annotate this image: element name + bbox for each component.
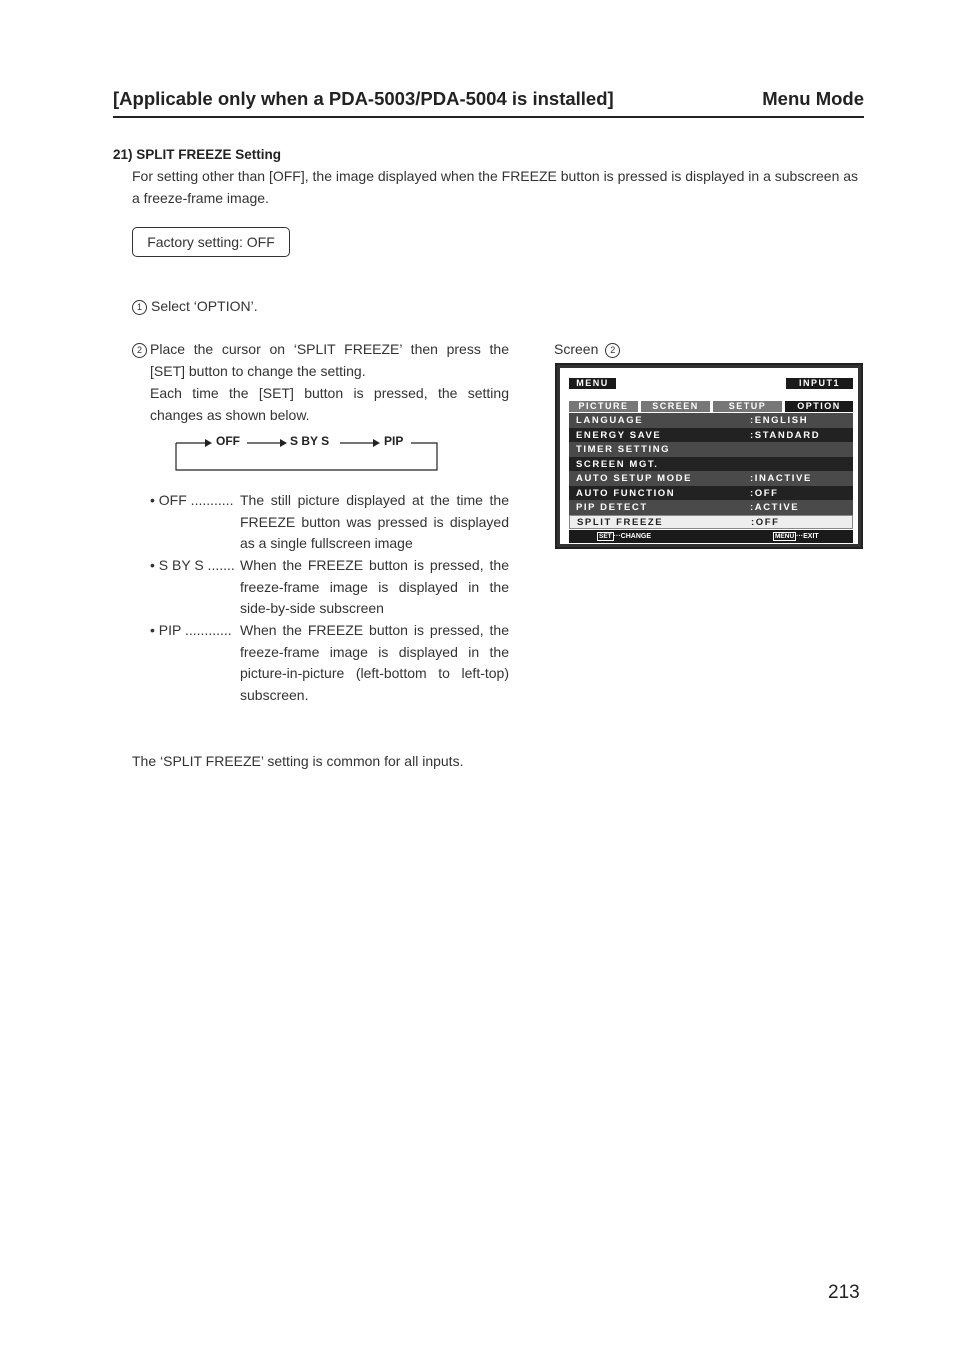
row-label: TIMER SETTING [576,444,671,455]
row-label: PIP DETECT [576,502,648,513]
osd-row-split-freeze[interactable] [569,515,853,530]
row-value: :ENGLISH [750,415,809,426]
row-value: :ACTIVE [750,502,800,513]
step-1 [132,295,258,317]
set-key: SET [599,533,612,540]
bullet-key: • S BY S ....... [150,557,235,573]
bullet-value: When the FREEZE button is pressed, the freeze-frame image is displayed in the side-by-side subscreen [240,557,509,617]
step-number: 1 [132,300,147,315]
header-section: Menu Mode [762,88,864,109]
osd-row-pip-detect[interactable] [569,500,853,515]
screen-caption [554,338,624,360]
row-label: AUTO SETUP MODE [576,473,693,484]
section-intro: For setting other than [OFF], the image displayed when the FREEZE button is pressed is displayed in a subscreen as a freeze-frame image. [132,168,859,206]
flow-option-pip: PIP [384,434,404,448]
row-value: :OFF [751,516,780,528]
set-action: ···CHANGE [613,533,651,540]
row-label: LANGUAGE [576,415,644,426]
bullet-off [150,490,509,556]
bullet-key: • OFF ........... [150,492,234,508]
tab-picture[interactable]: PICTURE [569,401,638,412]
osd-menu [560,368,858,544]
row-value: :INACTIVE [750,473,812,484]
screen-caption-number: 2 [605,343,620,358]
row-label: ENERGY SAVE [576,429,662,441]
menu-key: MENU [775,533,795,540]
menu-action: ···EXIT [796,533,819,540]
bullet-value: When the FREEZE button is pressed, the freeze-frame image is displayed in the picture-in-picture (left-bottom to left-top) subscreen. [240,622,509,703]
osd-row-energy-save[interactable] [569,428,853,443]
section-title: 21) SPLIT FREEZE Setting [113,147,282,162]
page-number: 213 [828,1282,860,1303]
row-value: :OFF [750,487,779,499]
step-2 [132,338,509,426]
flow-option-sbys: S BY S [290,434,330,448]
row-value: :STANDARD [750,429,821,441]
input-label: INPUT1 [786,378,853,389]
step-number: 2 [132,343,147,358]
tab-setup[interactable]: SETUP [713,401,782,412]
osd-tab-bar [569,401,853,412]
osd-footer [569,530,853,543]
osd-row-screen-mgt[interactable] [569,457,853,472]
page-header [113,86,864,118]
step-text: Place the cursor on ‘SPLIT FREEZE’ then press the [SET] button to change the setting. [150,341,509,379]
monitor-screen [555,363,863,549]
footer-menu-hint [773,530,819,543]
row-label: SCREEN MGT. [576,458,659,470]
tab-screen[interactable]: SCREEN [641,401,710,412]
bullet-key: • PIP ............ [150,622,232,638]
setting-cycle-diagram [175,432,438,472]
factory-setting-box: Factory setting: OFF [132,227,290,257]
osd-row-language[interactable] [569,413,853,428]
row-label: SPLIT FREEZE [577,516,664,528]
osd-row-timer-setting[interactable] [569,442,853,457]
flow-option-off: OFF [216,434,240,448]
note-text: The ‘SPLIT FREEZE’ setting is common for all inputs. [132,753,464,769]
menu-title: MENU [569,378,616,389]
osd-row-auto-setup-mode[interactable] [569,471,853,486]
step-text: Select ‘OPTION’. [151,298,258,314]
tab-option[interactable]: OPTION [785,401,853,412]
bullet-sbys [150,555,509,621]
step-text: Each time the [SET] button is pressed, the setting changes as shown below. [150,385,509,423]
row-label: AUTO FUNCTION [576,487,676,499]
osd-row-auto-function[interactable] [569,486,853,501]
bullet-pip [150,620,509,708]
screen-caption-label: Screen [554,341,599,357]
osd-option-list [569,413,853,529]
footer-set-hint [597,530,651,543]
bullet-value: The still picture displayed at the time the FREEZE button was pressed is displayed as a single fullscreen image [240,492,509,552]
header-title: [Applicable only when a PDA-5003/PDA-5004 is installed] [113,88,614,109]
